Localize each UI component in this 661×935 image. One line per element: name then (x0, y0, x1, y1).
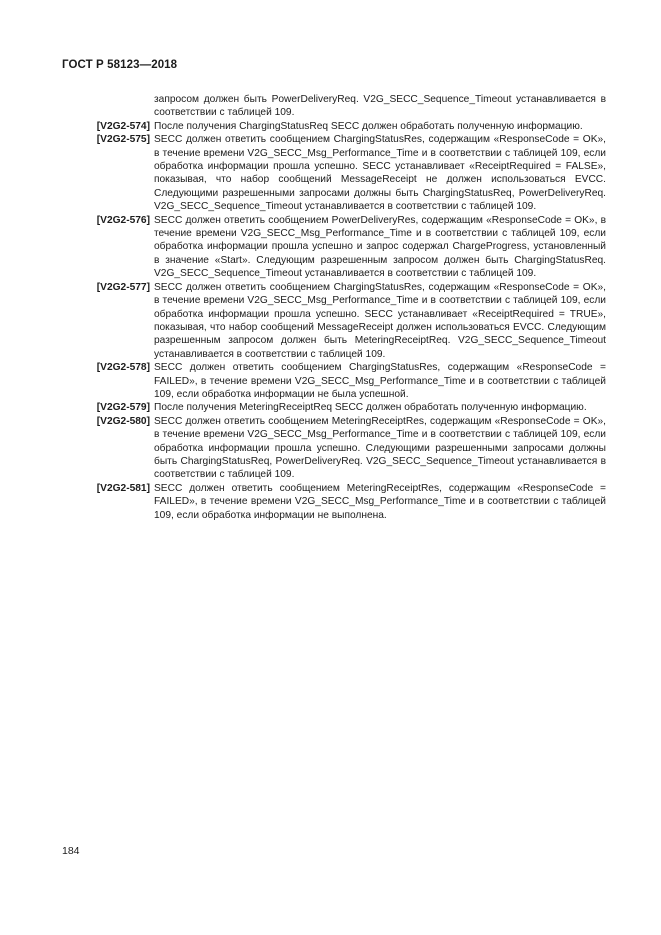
page-number: 184 (62, 845, 80, 857)
intro-paragraph: запросом должен быть PowerDeliveryReq. V2G_SECC_Sequence_Timeout устанавливается в соответствии с таблицей 109. (154, 94, 606, 119)
requirement-575 (66, 133, 606, 213)
document-body (66, 93, 606, 522)
requirement-577 (66, 281, 606, 361)
requirement-text: SECC должен ответить сообщением ChargingStatusRes, содержащим «ResponseCode = FAILED», в течение времени V2G_SECC_Msg_Performance_Time и в соответствии с таблицей 109, если обработка информации не была успешной. (154, 362, 606, 400)
requirement-579 (66, 401, 606, 414)
requirement-id: [V2G2-579] (96, 402, 150, 414)
requirement-text: SECC должен ответить сообщением MeteringReceiptRes, содержащим «ResponseCode = FAILED», в течение времени V2G_SECC_Msg_Performance_Time и в соответствии с таблицей 109, если обработка информации не выполнена. (154, 482, 606, 521)
requirement-text: SECC должен ответить сообщением ChargingStatusRes, содержащим «ResponseCode = OK», в течение времени V2G_SECC_Msg_Performance_Time и в соответствии с таблицей 109, если обработка информации прошла успешно. SECC устанавливает «ReceiptRequired = TRUE», показывая, что набор сообщений MessageReceipt должен использоваться EVCC. Следующим разрешенным запросом должен быть MeteringReceiptReq. V2G_SECC_Sequence_Timeout устанавливается в соответствии с таблицей 109. (154, 281, 606, 360)
requirement-text: После получения MeteringReceiptReq SECC должен обработать полученную информацию. (154, 402, 587, 414)
requirement-574 (66, 120, 606, 133)
requirement-text: SECC должен ответить сообщением ChargingStatusRes, содержащим «ResponseCode = OK», в течение времени V2G_SECC_Msg_Performance_Time и в соответствии с таблицей 109, если обработка информации прошла успешно. SECC устанавливает «ReceiptRequired = FALSE», показывая, что набор сообщений MessageReceipt не должен использоваться EVCC. Следующими разрешенными запросами должны быть ChargingStatusReq, PowerDeliveryReq. V2G_SECC_Sequence_Timeout устанавливается в соответствии с таблицей 109. (154, 134, 606, 213)
requirement-text: SECC должен ответить сообщением MeteringReceiptRes, содержащим «ResponseCode = OK», в течение времени V2G_SECC_Msg_Performance_Time и в соответствии с таблицей 109, если обработка информации прошла успешно. Следующими разрешенными запросами должны быть ChargingStatusReq, PowerDeliveryReq. V2G_SECC_Sequence_Timeout устанавливается в соответствии с таблицей 109. (154, 415, 606, 481)
requirement-id: [V2G2-580] (96, 415, 150, 427)
requirement-id: [V2G2-577] (96, 281, 150, 293)
requirement-text: После получения ChargingStatusReq SECC должен обработать полученную информацию. (154, 120, 583, 132)
requirement-id: [V2G2-575] (96, 134, 150, 146)
document-header: ГОСТ Р 58123—2018 (62, 59, 178, 71)
requirement-id: [V2G2-578] (96, 362, 150, 374)
requirement-text: SECC должен ответить сообщением PowerDeliveryRes, содержащим «ResponseCode = OK», в течение времени V2G_SECC_Msg_Performance_Time и в соответствии с таблицей 109, если обработка информации прошла успешно и запрос содержал ChargeProgress, установленный в значение «Start». Следующим разрешенным запросом должен быть ChargingStatusReq. V2G_SECC_Sequence_Timeout устанавливается в соответствии с таблицей 109. (154, 214, 606, 280)
requirement-id: [V2G2-581] (96, 482, 150, 494)
requirement-id: [V2G2-574] (96, 120, 150, 132)
requirement-578 (66, 361, 606, 401)
requirement-581 (66, 482, 606, 522)
requirement-id: [V2G2-576] (96, 214, 150, 226)
requirement-580 (66, 415, 606, 482)
requirement-576 (66, 214, 606, 281)
